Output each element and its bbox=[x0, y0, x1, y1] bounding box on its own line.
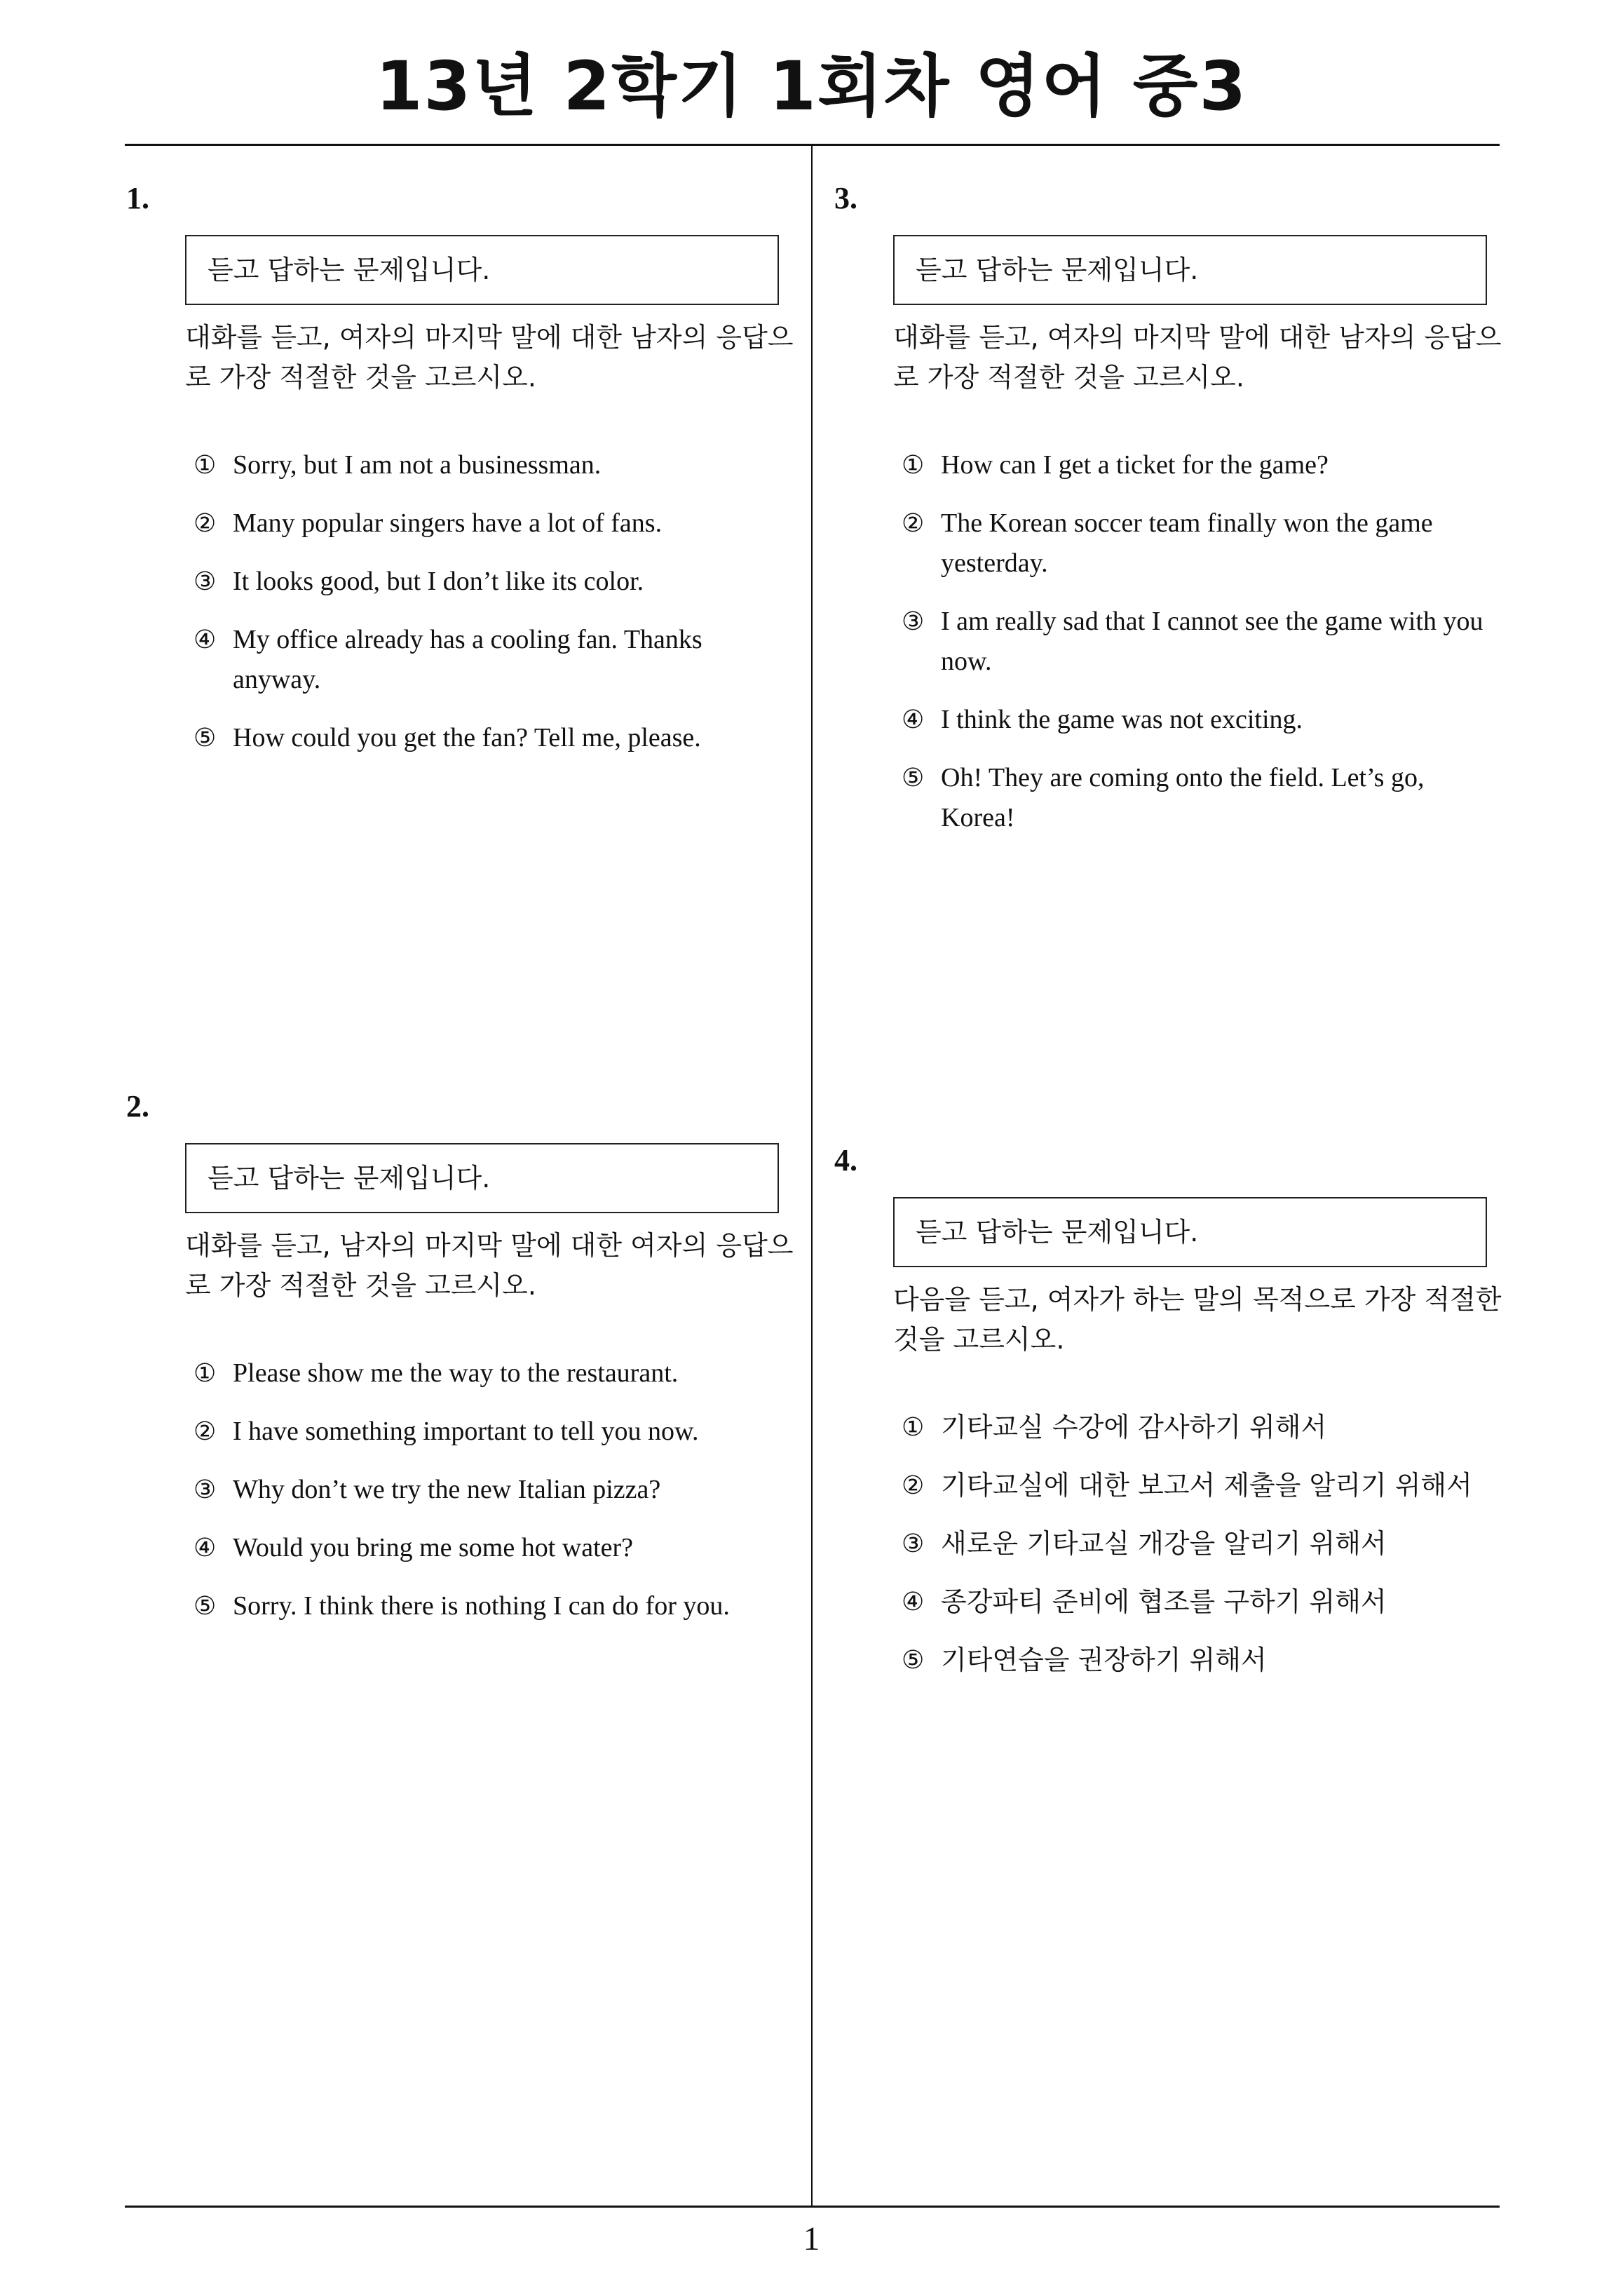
option-mark: ① bbox=[193, 1359, 217, 1388]
answer-option-2[interactable] bbox=[193, 1412, 782, 1452]
answer-option-4[interactable] bbox=[193, 1528, 782, 1568]
prompt-line: 대화를 듣고, 남자의 마지막 말에 대한 여자의 응답으 bbox=[185, 1230, 794, 1261]
answer-option-1[interactable] bbox=[193, 445, 782, 485]
answer-option-5[interactable] bbox=[193, 718, 782, 758]
option-mark: ④ bbox=[193, 626, 217, 654]
option-mark: ③ bbox=[193, 1475, 217, 1504]
answer-options bbox=[193, 1353, 757, 1626]
question-1 bbox=[126, 177, 794, 776]
option-mark: ② bbox=[902, 509, 925, 538]
answer-option-3[interactable] bbox=[193, 1470, 782, 1510]
prompt-line: 대화를 듣고, 여자의 마지막 말에 대한 남자의 응답으 bbox=[185, 322, 794, 353]
answer-option-2[interactable] bbox=[193, 504, 782, 543]
option-text: 기타교실 수강에 감사하기 위해서 bbox=[941, 1412, 1327, 1443]
page-title: 13년 2학기 1회차 영어 중3 bbox=[375, 47, 1248, 126]
question-prompt bbox=[185, 1226, 802, 1306]
option-mark: ④ bbox=[193, 1534, 217, 1562]
option-text: I have something important to tell you now. bbox=[233, 1417, 699, 1446]
answer-option-5[interactable] bbox=[902, 1640, 1490, 1680]
answer-option-1[interactable] bbox=[902, 1407, 1490, 1447]
option-mark: ⑤ bbox=[902, 1646, 925, 1675]
instruction-box: 듣고 답하는 문제입니다. bbox=[185, 1143, 779, 1213]
prompt-line: 로 가장 적절한 것을 고르시오. bbox=[185, 362, 536, 393]
option-text: My office already has a cooling fan. Thanks anyway. bbox=[233, 625, 702, 694]
option-mark: ④ bbox=[902, 705, 925, 734]
option-text: Many popular singers have a lot of fans. bbox=[233, 508, 663, 538]
answer-options bbox=[902, 1407, 1472, 1680]
option-text: I am really sad that I cannot see the game with you now. bbox=[941, 607, 1483, 676]
option-text: Sorry, but I am not a businessman. bbox=[233, 450, 602, 480]
option-mark: ③ bbox=[902, 607, 925, 636]
option-text: 새로운 기타교실 개강을 알리기 위해서 bbox=[941, 1528, 1387, 1559]
question-number: 3. bbox=[834, 181, 857, 215]
option-mark: ① bbox=[193, 451, 217, 480]
column-divider bbox=[811, 146, 813, 2206]
option-mark: ⑤ bbox=[902, 764, 925, 792]
answer-option-1[interactable] bbox=[193, 1353, 782, 1393]
question-number: 1. bbox=[126, 181, 149, 215]
option-mark: ② bbox=[902, 1471, 925, 1500]
instruction-box: 듣고 답하는 문제입니다. bbox=[893, 1197, 1487, 1267]
option-text: The Korean soccer team finally won the game yesterday. bbox=[941, 508, 1433, 578]
option-mark: ① bbox=[902, 1413, 925, 1442]
answer-option-5[interactable] bbox=[193, 1586, 782, 1626]
option-text: Why don’t we try the new Italian pizza? bbox=[233, 1475, 661, 1504]
answer-option-1[interactable] bbox=[902, 445, 1490, 485]
answer-options bbox=[193, 445, 757, 758]
answer-option-2[interactable] bbox=[902, 504, 1490, 583]
answer-option-4[interactable] bbox=[902, 1582, 1490, 1622]
answer-option-3[interactable] bbox=[902, 1524, 1490, 1564]
question-prompt bbox=[893, 318, 1510, 398]
instruction-box: 듣고 답하는 문제입니다. bbox=[893, 235, 1487, 305]
prompt-line: 다음을 듣고, 여자가 하는 말의 목적으로 가장 적절한 bbox=[893, 1284, 1502, 1315]
question-prompt bbox=[185, 318, 802, 398]
answer-option-4[interactable] bbox=[193, 620, 782, 700]
option-text: I think the game was not exciting. bbox=[941, 705, 1303, 734]
answer-options bbox=[902, 445, 1483, 838]
answer-option-3[interactable] bbox=[193, 562, 782, 602]
option-mark: ① bbox=[902, 451, 925, 480]
question-2 bbox=[126, 1086, 794, 1645]
option-mark: ⑤ bbox=[193, 724, 217, 752]
option-mark: ② bbox=[193, 1417, 217, 1446]
question-number: 2. bbox=[126, 1089, 149, 1123]
answer-option-5[interactable] bbox=[902, 758, 1490, 838]
footer-rule bbox=[125, 2206, 1500, 2208]
option-text: 기타연습을 권장하기 위해서 bbox=[941, 1645, 1267, 1675]
prompt-line: 것을 고르시오. bbox=[893, 1324, 1065, 1355]
question-3 bbox=[834, 177, 1502, 856]
option-mark: ③ bbox=[193, 567, 217, 596]
option-text: How could you get the fan? Tell me, please. bbox=[233, 723, 701, 752]
answer-option-3[interactable] bbox=[902, 602, 1490, 682]
option-mark: ④ bbox=[902, 1588, 925, 1616]
option-text: Sorry. I think there is nothing I can do for you. bbox=[233, 1591, 730, 1621]
question-4 bbox=[834, 1140, 1502, 1699]
option-text: Oh! They are coming onto the field. Let’s go, Korea! bbox=[941, 763, 1425, 832]
prompt-line: 대화를 듣고, 여자의 마지막 말에 대한 남자의 응답으 bbox=[893, 322, 1502, 353]
prompt-line: 로 가장 적절한 것을 고르시오. bbox=[893, 362, 1244, 393]
option-mark: ③ bbox=[902, 1529, 925, 1558]
option-mark: ⑤ bbox=[193, 1592, 217, 1621]
option-mark: ② bbox=[193, 509, 217, 538]
option-text: Would you bring me some hot water? bbox=[233, 1533, 634, 1562]
question-number: 4. bbox=[834, 1143, 857, 1177]
instruction-box: 듣고 답하는 문제입니다. bbox=[185, 235, 779, 305]
prompt-line: 로 가장 적절한 것을 고르시오. bbox=[185, 1270, 536, 1301]
option-text: 종강파티 준비에 협조를 구하기 위해서 bbox=[941, 1586, 1387, 1617]
answer-option-2[interactable] bbox=[902, 1466, 1490, 1506]
option-text: It looks good, but I don’t like its color. bbox=[233, 567, 644, 596]
page-number: 1 bbox=[803, 2220, 820, 2257]
answer-option-4[interactable] bbox=[902, 700, 1490, 740]
option-text: How can I get a ticket for the game? bbox=[941, 450, 1329, 480]
option-text: Please show me the way to the restaurant. bbox=[233, 1358, 679, 1388]
question-prompt bbox=[893, 1280, 1510, 1360]
option-text: 기타교실에 대한 보고서 제출을 알리기 위해서 bbox=[941, 1470, 1472, 1501]
